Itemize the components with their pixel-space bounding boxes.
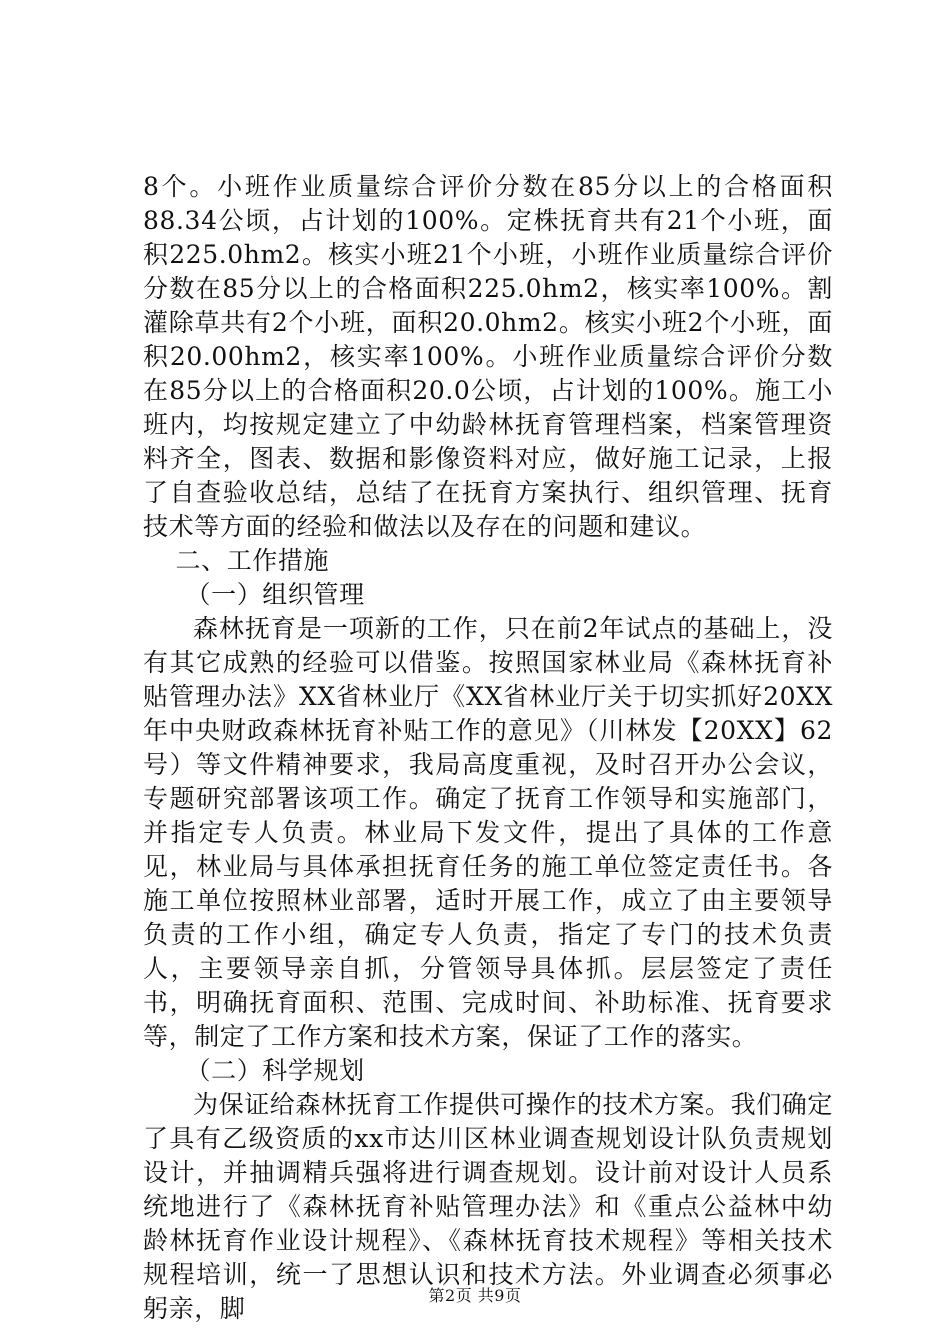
subsection-heading-organization: （一）组织管理 bbox=[185, 580, 365, 609]
paragraph-organization: 森林抚育是一项新的工作，只在前2年试点的基础上，没有其它成熟的经验可以借鉴。按照国家林业局《森林抚育补贴管理办法》XX省林业厅《XX省林业厅关于切实抓好20XX年中央财政森林抚育补贴工作的意见》（川林发【20XX】62号）等文件精神要求，我局高度重视，及时召开办公会议，专题研究部署该项工作。确定了抚育工作领导和实施部门，并指定专人负责。林业局下发文件，提出了具体的工作意见，林业局与具体承担抚育任务的施工单位签定责任书。各施工单位按照林业部署，适时开展工作，成立了由主要领导负责的工作小组，确定专人负责，指定了专门的技术负责人，主要领导亲自抓，分管领导具体抓。层层签定了责任书，明确抚育面积、范围、完成时间、补助标准、抚育要求等，制定了工作方案和技术方案，保证了工作的落实。 bbox=[143, 614, 833, 1051]
paragraph-planning: 为保证给森林抚育工作提供可操作的技术方案。我们确定了具有乙级资质的xx市达川区林业调查规划设计队负责规划设计，并抽调精兵强将进行调查规划。设计前对设计人员系统地进行了《森林抚育补贴管理办法》和《重点公益林中幼龄林抚育作业设计规程》、《森林抚育技术规程》等相关技术规程培训，统一了思想认识和技术方法。外业调查必须事必躬亲，脚 bbox=[143, 1090, 834, 1323]
page-footer: 第2页 共9页 bbox=[428, 1286, 522, 1305]
document-body bbox=[143, 170, 833, 1326]
section-heading-work-measures: 二、工作措施 bbox=[175, 546, 330, 575]
paragraph-continuation: 8个。小班作业质量综合评价分数在85分以上的合格面积88.34公顷，占计划的100%。定株抚育共有21个小班，面积225.0hm2。核实小班21个小班，小班作业质量综合评价分数在85分以上的合格面积225.0hm2，核实率100%。割灌除草共有2个小班，面积20.0hm2。核实小班2个小班，面积20.00hm2，核实率100%。小班作业质量综合评价分数在85分以上的合格面积20.0公顷，占计划的100%。施工小班内，均按规定建立了中幼龄林抚育管理档案，档案管理资料齐全，图表、数据和影像资料对应，做好施工记录，上报了自查验收总结，总结了在抚育方案执行、组织管理、抚育技术等方面的经验和做法以及存在的问题和建议。 bbox=[143, 172, 833, 541]
subsection-heading-planning: （二）科学规划 bbox=[185, 1056, 365, 1085]
